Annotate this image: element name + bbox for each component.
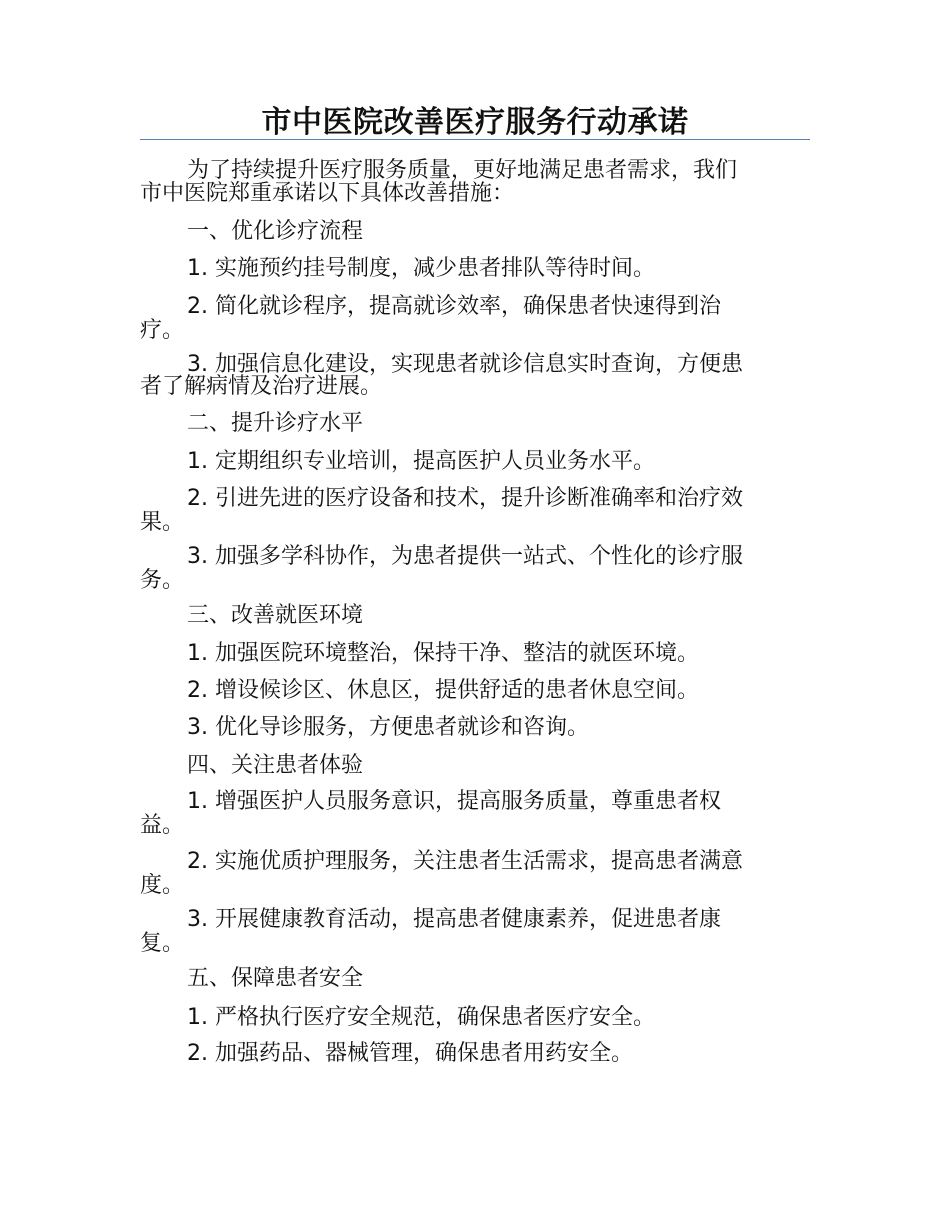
intro-line-1: 为了持续提升医疗服务质量，更好地满足患者需求，我们 xyxy=(187,158,738,183)
list-item: 1. 增强医护人员服务意识，提高服务质量，尊重患者权 益。 xyxy=(140,789,721,838)
list-item: 1. 实施预约挂号制度，减少患者排队等待时间。 xyxy=(187,256,655,281)
list-item: 3. 加强信息化建设，实现患者就诊信息实时查询，方便患 者了解病情及治疗进展。 xyxy=(140,352,743,399)
list-item: 2. 引进先进的医疗设备和技术，提升诊断准确率和治疗效 果。 xyxy=(140,486,743,535)
section-heading: 二、提升诊疗水平 xyxy=(187,411,364,436)
list-item: 3. 开展健康教育活动，提高患者健康素养，促进患者康 复。 xyxy=(140,907,721,956)
list-item: 1. 定期组织专业培训，提高医护人员业务水平。 xyxy=(187,449,655,474)
list-item: 2. 简化就诊程序，提高就诊效率，确保患者快速得到治 疗。 xyxy=(140,294,721,343)
section-heading: 四、关注患者体验 xyxy=(187,753,364,778)
list-item: 3. 加强多学科协作，为患者提供一站式、个性化的诊疗服 务。 xyxy=(140,544,743,593)
section-heading: 三、改善就医环境 xyxy=(187,603,364,628)
list-item: 2. 加强药品、器械管理，确保患者用药安全。 xyxy=(187,1041,633,1066)
intro-paragraph xyxy=(140,160,810,205)
section-heading: 五、保障患者安全 xyxy=(187,966,364,991)
list-item: 1. 严格执行医疗安全规范，确保患者医疗安全。 xyxy=(187,1005,655,1030)
section-heading: 一、优化诊疗流程 xyxy=(187,219,364,244)
list-item: 1. 加强医院环境整治，保持干净、整洁的就医环境。 xyxy=(187,641,699,666)
list-item: 3. 优化导诊服务，方便患者就诊和咨询。 xyxy=(187,715,589,740)
list-item: 2. 实施优质护理服务，关注患者生活需求，提高患者满意 度。 xyxy=(140,849,743,898)
document-title: 市中医院改善医疗服务行动承诺 xyxy=(261,105,689,140)
intro-line-2: 市中医院郑重承诺以下具体改善措施： xyxy=(140,181,515,206)
list-item: 2. 增设候诊区、休息区，提供舒适的患者休息空间。 xyxy=(187,678,699,703)
title-underline xyxy=(140,139,810,140)
